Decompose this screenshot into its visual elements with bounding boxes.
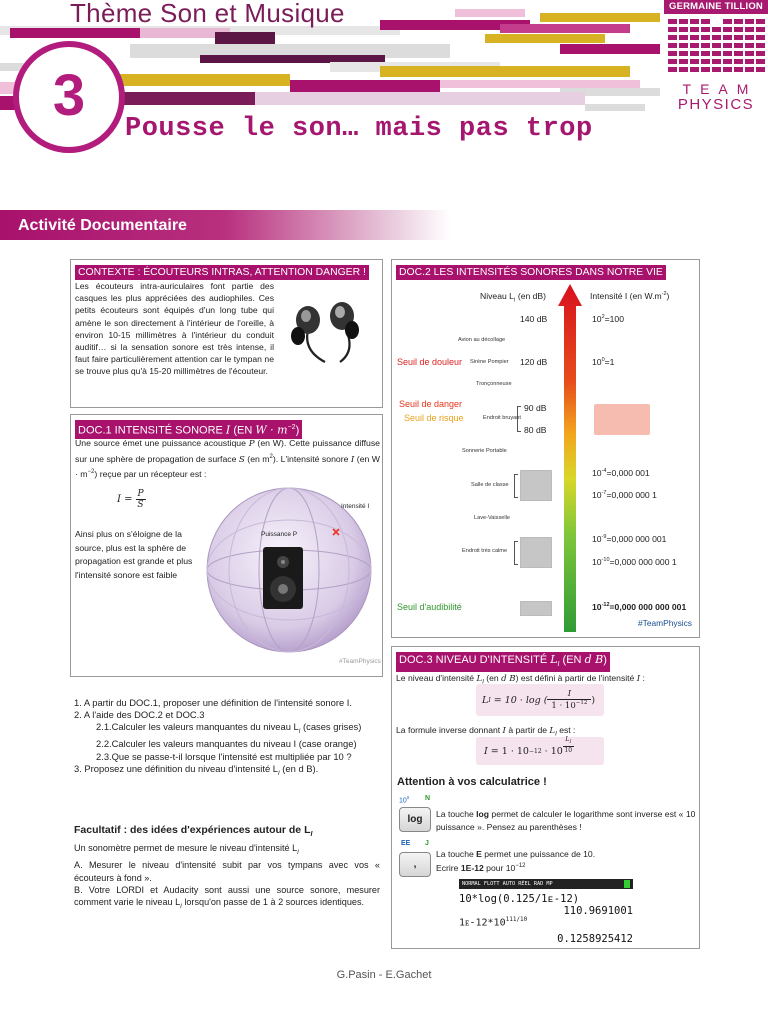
- int-9-val: =0,000 000 001: [606, 534, 667, 544]
- logo-cell: [756, 27, 765, 32]
- logo-cell: [712, 27, 721, 32]
- source-sirene: Sirène Pompier: [470, 359, 509, 365]
- logo-cell: [668, 35, 677, 40]
- questions-list: [74, 697, 394, 780]
- logo-cell: [745, 43, 754, 48]
- col-level-header: [480, 291, 546, 304]
- doc1-text2: Ainsi plus on s'éloigne de la source, plus est la sphère de propagation est grande et plus l'intensité sonore est faible: [75, 529, 193, 580]
- decor-bar: [440, 80, 640, 88]
- doc1-text-d: ). L'intensité sonore: [272, 453, 351, 464]
- key-log-sec-left: 10: [399, 797, 407, 805]
- int-4-base: 10: [592, 468, 602, 478]
- int-7-exp: -7: [601, 490, 607, 497]
- doc3-text1-b: (en: [483, 673, 502, 683]
- intensity-1e-10: [592, 557, 677, 567]
- contexte-paragraph: Les écouteurs intra-auriculaires font partie des casques les plus appréciées des audiophiles. Ces petits écouteurs sont équipés d'un long tube qui amène le son directement à l'intérieur de l'oreille, à environ 10-15 millimètres à l'intérieur du conduit auditif… si la sensation sonore est très intense, il faut faire particulièrement attention car le tympan ne se trouve plus qu'à 15-20 millimètres de l'écouteur.: [75, 281, 274, 377]
- doc1-formula-num: P: [137, 489, 144, 499]
- f2-exp: −12: [528, 747, 542, 755]
- col-int-close: ): [666, 291, 670, 301]
- doc1-title-close: ): [295, 424, 300, 437]
- source-bruyant: Endroit bruyant: [483, 415, 521, 421]
- logo-cell: [723, 19, 732, 24]
- logo-cell: [756, 35, 765, 40]
- fac-b1-sub: I: [180, 904, 182, 911]
- int-7-base: 10: [592, 490, 602, 500]
- logo-cell: [734, 43, 743, 48]
- logo-cell: [690, 67, 699, 72]
- logo-cell: [734, 19, 743, 24]
- col-int-text: Intensité I (en W.m: [590, 291, 662, 301]
- doc3-title-var: L: [550, 653, 558, 666]
- int-1-exp: 0: [601, 357, 605, 364]
- logo-cell: [701, 27, 710, 32]
- doc3-title-close: ): [603, 654, 607, 666]
- logo-cell: [723, 35, 732, 40]
- logo-cell: [723, 27, 732, 32]
- activity-number: 3: [52, 62, 86, 128]
- logo-cell: [668, 51, 677, 56]
- activity-label: Activité Documentaire: [18, 217, 187, 234]
- logo-cell: [734, 51, 743, 56]
- logo-cell: [756, 67, 765, 72]
- logo-cell: [701, 67, 710, 72]
- logo-cell: [745, 59, 754, 64]
- level-120: 120 dB: [520, 357, 548, 367]
- f1-den-exp: −12: [575, 700, 588, 707]
- doc3-title: [396, 652, 610, 672]
- intensity-1e-12: [592, 602, 686, 612]
- logo-cell: [712, 67, 721, 72]
- e-text-a: La touche: [436, 849, 477, 859]
- logo-cell: [756, 43, 765, 48]
- logo-grid-icon: [666, 17, 766, 75]
- logo-cell: [690, 35, 699, 40]
- source-vaisselle: Lave-Vaisselle: [474, 515, 510, 521]
- calculator-attention: Attention à vos calculatrice !: [397, 776, 547, 788]
- intensity-1e-9: [592, 534, 666, 544]
- int-12-base: 10: [592, 602, 602, 612]
- doc3-text2-var-i: I: [502, 726, 506, 736]
- doc3-text2-c: est :: [556, 725, 576, 735]
- logo-cell: [723, 43, 732, 48]
- missing-level-classe: [520, 470, 552, 501]
- doc3-text2-var-l-sub: I: [555, 731, 557, 738]
- doc3-text1-c: ) est défini à partir de l'intensité: [515, 673, 637, 683]
- logo-cell: [712, 35, 721, 40]
- decor-bar: [255, 92, 585, 105]
- doc3-var-l-sub: I: [482, 679, 484, 686]
- level-140: 140 dB: [520, 314, 548, 324]
- logo-team: TEAM: [682, 81, 758, 97]
- e-text-e: 1E-12: [460, 862, 484, 873]
- int-10-exp: -10: [601, 557, 610, 564]
- logo-cell: [679, 19, 688, 24]
- f2-top-var: L: [565, 736, 570, 744]
- threshold-douleur: Seuil de douleur: [397, 357, 463, 367]
- question-2-1: [74, 721, 394, 738]
- doc3-title-unit-var: d B: [584, 653, 604, 666]
- log-text-c: permet de calculer le logarithme sont inverse est « 10 puissance ». Pensez au parenthèses !: [436, 809, 696, 832]
- int-9-base: 10: [592, 534, 602, 544]
- doc3-text2-var-l: L: [549, 726, 556, 736]
- calculator-log-key: log: [399, 807, 431, 832]
- logo-cell: [712, 43, 721, 48]
- doc1-formula-den: S: [137, 500, 144, 510]
- doc1-var-s: S: [238, 454, 245, 465]
- logo-cell: [701, 35, 710, 40]
- logo-cell: [690, 43, 699, 48]
- source-calme: Endroit très calme: [462, 548, 508, 554]
- f1-lhs-sub: I: [488, 696, 491, 704]
- source-sonnerie: Sonnerie Portable: [462, 448, 507, 454]
- int-1-val: =1: [604, 357, 615, 367]
- decor-bar: [485, 34, 605, 43]
- doc1-var-p: P: [248, 439, 255, 449]
- decor-bar: [10, 28, 140, 38]
- doc3-title-text: DOC.3 NIVEAU D'INTENSITÉ: [399, 654, 551, 666]
- col-intensity-header: [590, 291, 669, 301]
- source-classe: Salle de classe: [471, 482, 509, 488]
- question-2-2: 2.2.Calculer les valeurs manquantes du niveau I (case orange): [96, 738, 357, 750]
- contexte-title: CONTEXTE : ÉCOUTEURS INTRAS, ATTENTION DANGER !: [75, 265, 369, 280]
- intensity-1e-4: [592, 468, 650, 478]
- int-7-val: =0,000 000 1: [606, 490, 657, 500]
- doc3-text1-a: Le niveau d'intensité: [396, 673, 477, 683]
- theme-title: Thème Son et Musique: [70, 0, 345, 28]
- decor-bar: [215, 32, 275, 44]
- doc1-box: [70, 414, 383, 677]
- calculator-status: NORMAL FLOTT AUTO RÉEL RAD MP: [462, 881, 553, 887]
- logo-cell: [756, 19, 765, 24]
- screen-result-2: 0.1258925412: [557, 933, 633, 945]
- int-10-base: 10: [592, 557, 602, 567]
- label-power: Puissance P: [261, 531, 298, 538]
- doc1-formula-lhs: I =: [117, 494, 133, 505]
- logo-cell: [701, 51, 710, 56]
- contexte-text: [75, 280, 380, 378]
- logo-physics: PHYSICS: [677, 96, 755, 113]
- f1-mid: = 10 · log (: [490, 694, 548, 706]
- f2-dot: · 10: [541, 745, 563, 757]
- int-12-exp: -12: [601, 602, 610, 609]
- f2-mid: = 1 · 10: [487, 745, 529, 757]
- logo-cell: [690, 19, 699, 24]
- footer-authors: G.Pasin - E.Gachet: [336, 969, 432, 981]
- decor-bar: [455, 9, 525, 17]
- logo-cell: [745, 51, 754, 56]
- key-log-secondary: [399, 795, 409, 804]
- logo-cell: [712, 59, 721, 64]
- logo-cell: [723, 51, 732, 56]
- e-text-g: 10: [505, 862, 516, 873]
- doc1-formula: [117, 489, 146, 510]
- logo-cell: [723, 59, 732, 64]
- logo-cell: [679, 27, 688, 32]
- q21-text: 2.1.Calculer les valeurs manquantes du niveau L: [96, 721, 299, 733]
- doc1-hashtag: #TeamPhysics: [339, 658, 381, 665]
- int-4-val: =0,000 001: [606, 468, 650, 478]
- doc1-var-i: I: [350, 454, 355, 465]
- logo-cell: [734, 67, 743, 72]
- int-12-val: =0,000 000 000 001: [609, 602, 687, 612]
- screen-line-2-exp: 111/10: [505, 916, 528, 923]
- doc3-var-l: L: [476, 674, 483, 684]
- int-10-val: =0,000 000 000 1: [609, 557, 677, 567]
- doc1-title-unit: W · m: [255, 423, 288, 437]
- logo-cell: [745, 19, 754, 24]
- missing-intensity-danger: [594, 404, 650, 435]
- logo-cell: [668, 43, 677, 48]
- key-log-alpha: N: [425, 795, 431, 802]
- intensity-1e-7: [592, 490, 657, 500]
- f2-lhs: I: [484, 745, 488, 757]
- screen-line-1: 10*log(0.125/1ᴇ-12): [459, 893, 580, 905]
- int-1-base: 10: [592, 357, 602, 367]
- decor-bar: [120, 92, 260, 105]
- screen-line-2: [459, 916, 527, 928]
- decor-bar: [290, 80, 440, 92]
- question-3: [74, 763, 394, 780]
- logo-cell: [668, 27, 677, 32]
- int-100-base: 10: [592, 314, 602, 324]
- team-physics-logo: [664, 0, 768, 113]
- f1-num: I: [567, 689, 572, 700]
- doc1-text-f: ) reçue par un récepteur est :: [94, 468, 207, 479]
- threshold-risque: Seuil de risque: [404, 413, 464, 423]
- decor-bar: [120, 74, 290, 86]
- doc1-title-unit-open: (EN: [230, 424, 256, 437]
- fac-intro-sub: I: [297, 849, 299, 856]
- doc3-text1-d: :: [640, 673, 645, 683]
- source-tronconneuse: Tronçonneuse: [476, 381, 512, 387]
- int-100-val: =100: [604, 314, 624, 324]
- logo-cell: [701, 19, 710, 24]
- logo-cell: [679, 59, 688, 64]
- battery-icon: [624, 880, 630, 888]
- bracket-classe: [514, 474, 518, 498]
- doc1-title-text: DOC.1 INTENSITÉ SONORE: [78, 424, 226, 437]
- missing-level-audibilite: [520, 601, 552, 616]
- key-ee-alpha: J: [425, 840, 429, 847]
- facultatif-title: [74, 824, 312, 838]
- logo-cell: [701, 59, 710, 64]
- screen-line-2-base: 1ᴇ-12*10: [459, 917, 506, 929]
- log-text-b: log: [476, 809, 490, 819]
- logo-cell: [745, 67, 754, 72]
- facultatif-b: [74, 884, 380, 914]
- decor-bar: [540, 13, 660, 22]
- intensity-1: [592, 357, 614, 367]
- doc3-title-unit: (EN: [559, 654, 585, 666]
- question-1: 1. A partir du DOC.1, proposer une définition de l'intensité sonore I.: [74, 697, 352, 708]
- e-text-g-exp: −12: [515, 863, 526, 869]
- doc3-var-i: I: [636, 674, 641, 684]
- logo-cell: [734, 35, 743, 40]
- fac-b1: B. Votre LORDI et Audacity sont aussi une source sonore, mesurer comment varie le niveau L: [74, 885, 380, 908]
- doc1-title-var: I: [225, 423, 231, 437]
- doc3-text2-a: La formule inverse donnant: [396, 725, 503, 735]
- level-80: 80 dB: [524, 425, 547, 435]
- doc1-title: [75, 420, 302, 439]
- doc3-var-db: d B: [501, 674, 516, 684]
- doc2-hashtag: #TeamPhysics: [638, 618, 692, 628]
- logo-cell: [712, 51, 721, 56]
- label-intensity: Intensité I: [341, 503, 370, 510]
- decor-bar: [500, 24, 630, 33]
- doc1-text-e: (en W · m: [75, 453, 380, 479]
- activity-number-badge: [13, 41, 125, 153]
- int-4-exp: -4: [601, 468, 607, 475]
- doc1-text-c: (en m: [244, 453, 270, 464]
- logo-cell: [668, 67, 677, 72]
- fac-title-sub: I: [310, 831, 313, 839]
- doc1-text-b: (en W). Cette puissance diffuse sur une sphère de propagation de surface: [75, 438, 381, 464]
- f2-bottom: 10: [564, 746, 573, 754]
- e-text-d: Ecrire: [436, 862, 461, 873]
- logo-cell: [734, 27, 743, 32]
- doc3-log-text: [436, 808, 696, 833]
- doc3-box: [391, 646, 700, 949]
- logo-cell: [679, 67, 688, 72]
- f2-top: [565, 736, 571, 745]
- int-9-exp: -9: [601, 534, 607, 541]
- fac-title-text: Facultatif : des idées d'expériences autour de L: [74, 824, 311, 836]
- logo-cell: [679, 51, 688, 56]
- missing-level-calme: [520, 537, 552, 568]
- screen-result-1: 110.9691001: [563, 905, 633, 917]
- q21-text-b: (cases grises): [300, 721, 362, 733]
- q21-sub: I: [298, 729, 301, 736]
- doc2-title: DOC.2 LES INTENSITÉS SONORES DANS NOTRE VIE: [396, 265, 666, 280]
- logo-cell: [723, 67, 732, 72]
- decor-bar: [585, 104, 645, 111]
- doc1-text-a: Une source émet une puissance acoustique: [75, 438, 249, 448]
- threshold-audibilite: Seuil d'audibilité: [397, 602, 462, 612]
- e-text-b: E: [476, 849, 482, 859]
- int-100-exp: 2: [601, 314, 605, 321]
- q3-text-b: (en d B).: [279, 762, 319, 774]
- logo-cell: [668, 19, 677, 24]
- col-level-sub: I: [513, 297, 516, 304]
- calculator-status-bar: [459, 879, 633, 889]
- doc3-e-text: [436, 848, 696, 874]
- logo-cell: [679, 35, 688, 40]
- intensity-scale-arrow: [558, 282, 582, 632]
- doc2-box: [391, 259, 700, 638]
- doc3-title-var-sub: I: [557, 661, 560, 669]
- logo-cell: [690, 59, 699, 64]
- log-text-a: La touche: [436, 809, 477, 819]
- question-2: 2. A l'aide des DOC.2 et DOC.3: [74, 709, 205, 721]
- logo-cell: [690, 27, 699, 32]
- level-90: 90 dB: [524, 403, 547, 413]
- fac-intro: Un sonomètre permet de mesure le niveau d'intensité L: [74, 843, 298, 853]
- contexte-box: [70, 259, 383, 408]
- formula-inverse: [476, 737, 604, 765]
- e-text-c: permet une puissance de 10.: [481, 849, 596, 859]
- f1-den-text: 1 · 10: [551, 700, 576, 711]
- earbuds-icon: [280, 294, 380, 364]
- facultatif-a: A. Mesurer le niveau d'intensité subit par vos tympans avec vos « écouteurs à fond ».: [74, 860, 380, 883]
- logo-cell: [756, 51, 765, 56]
- q3-text: 3. Proposez une définition du niveau d'intensité L: [74, 762, 279, 774]
- logo-cell: [668, 59, 677, 64]
- calculator-ee-key: ,: [399, 852, 431, 877]
- intensity-100: [592, 314, 624, 324]
- col-int-exp: -2: [661, 291, 667, 298]
- q3-sub: I: [278, 770, 280, 777]
- fac-b2: lorsqu'on passe de 1 à 2 sources identiques.: [181, 897, 365, 908]
- decor-bar: [560, 44, 660, 54]
- facultatif-text: [74, 842, 380, 914]
- logo-cell: [756, 59, 765, 64]
- f1-lhs: L: [482, 694, 489, 706]
- question-2-3: 2.3.Que se passe-t-il lorsque l'intensité est multipliée par 10 ?: [96, 750, 352, 762]
- bracket-calme: [514, 541, 518, 565]
- logo-cell: [701, 43, 710, 48]
- source-avion: Avion au décollage: [458, 337, 506, 343]
- f1-den: [551, 700, 587, 711]
- doc1-text: [75, 437, 380, 481]
- e-text-f: pour: [483, 862, 506, 873]
- logo-cell: [712, 19, 721, 24]
- key-ee-secondary: EE: [401, 840, 411, 847]
- f1-close: ): [591, 694, 596, 706]
- decor-bar: [380, 66, 630, 77]
- key-log-sec-exp: x: [406, 795, 410, 801]
- threshold-danger: Seuil de danger: [399, 399, 463, 409]
- col-level-unit: (en dB): [515, 291, 547, 301]
- logo-cell: [690, 51, 699, 56]
- doc1-exp-2: 2: [269, 453, 273, 460]
- f2-top-sub: I: [569, 740, 572, 746]
- earbuds-image: [280, 294, 380, 364]
- doc1-exp-m2: −2: [87, 469, 95, 476]
- formula-level: [476, 684, 604, 716]
- logo-school-name: GERMAINE TILLION: [664, 0, 768, 14]
- logo-cell: [734, 59, 743, 64]
- logo-cell: [745, 35, 754, 40]
- page-title: Pousse le son… mais pas trop: [125, 114, 593, 144]
- doc1-title-unit-exp: −2: [287, 424, 296, 431]
- doc3-text2-b: à partir de: [505, 725, 550, 735]
- col-level-text: Niveau L: [480, 291, 514, 301]
- calculator-screen: [459, 877, 633, 947]
- logo-cell: [745, 27, 754, 32]
- logo-cell: [679, 43, 688, 48]
- sphere-diagram: [205, 485, 380, 655]
